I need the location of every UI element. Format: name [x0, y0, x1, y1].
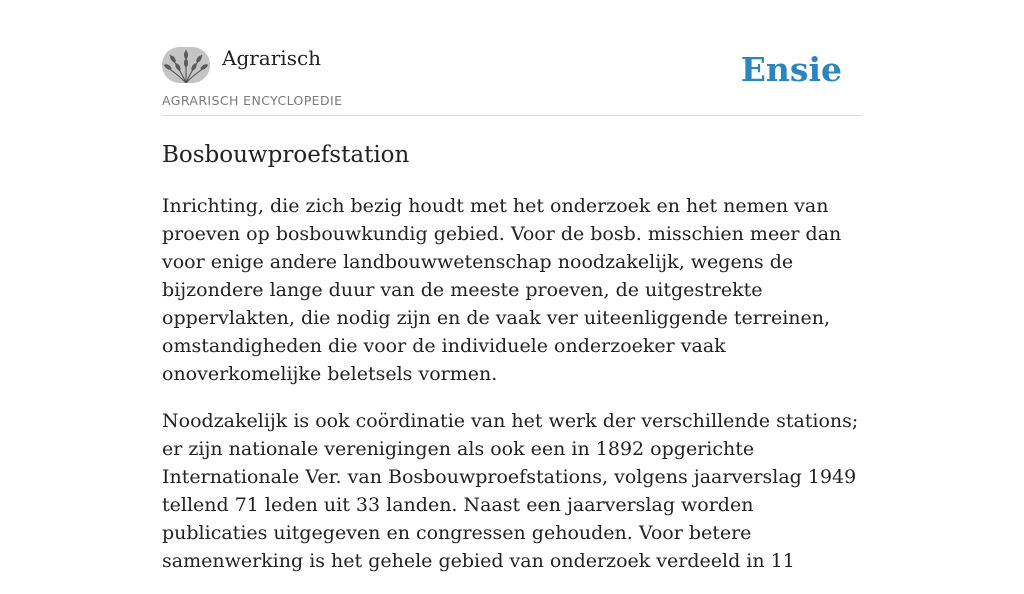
- header-divider: [162, 115, 862, 116]
- source-header: [162, 46, 862, 116]
- source-subtitle: AGRARISCH ENCYCLOPEDIE: [162, 93, 343, 108]
- page-title: Bosbouwproefstation: [162, 142, 410, 168]
- source-avatar[interactable]: [162, 47, 210, 83]
- wheat-icon: [162, 47, 210, 83]
- article-body: [162, 192, 864, 594]
- article-paragraph: Noodzakelijk is ook coördinatie van het werk der verschillende stations; er zijn nationale verenigingen als ook een in 1892 opgerichte Internationale Ver. van Bosbouwproefstations, volgens jaarverslag 1949 tellend 71 leden uit 33 landen. Naast een jaarverslag worden publicaties uitgegeven en congressen gehouden. Voor betere samenwerking is het gehele gebied van onderzoek verdeeld in 11: [162, 410, 859, 572]
- brand-logo[interactable]: Ensie: [740, 50, 842, 89]
- article-paragraph: Inrichting, die zich bezig houdt met het onderzoek en het nemen van proeven op bosbouwkundig gebied. Voor de bosb. misschien meer dan voor enige andere landbouwwetenschap noodzakelijk, wegens de bijzondere lange duur van de meeste proeven, de uitgestrekte oppervlakten, die nodig zijn en de vaak ver uiteenliggende terreinen, omstandigheden die voor de individuele onderzoeker vaak onoverkomelijke beletsels vormen.: [162, 195, 842, 385]
- source-name-link[interactable]: Agrarisch: [222, 46, 322, 70]
